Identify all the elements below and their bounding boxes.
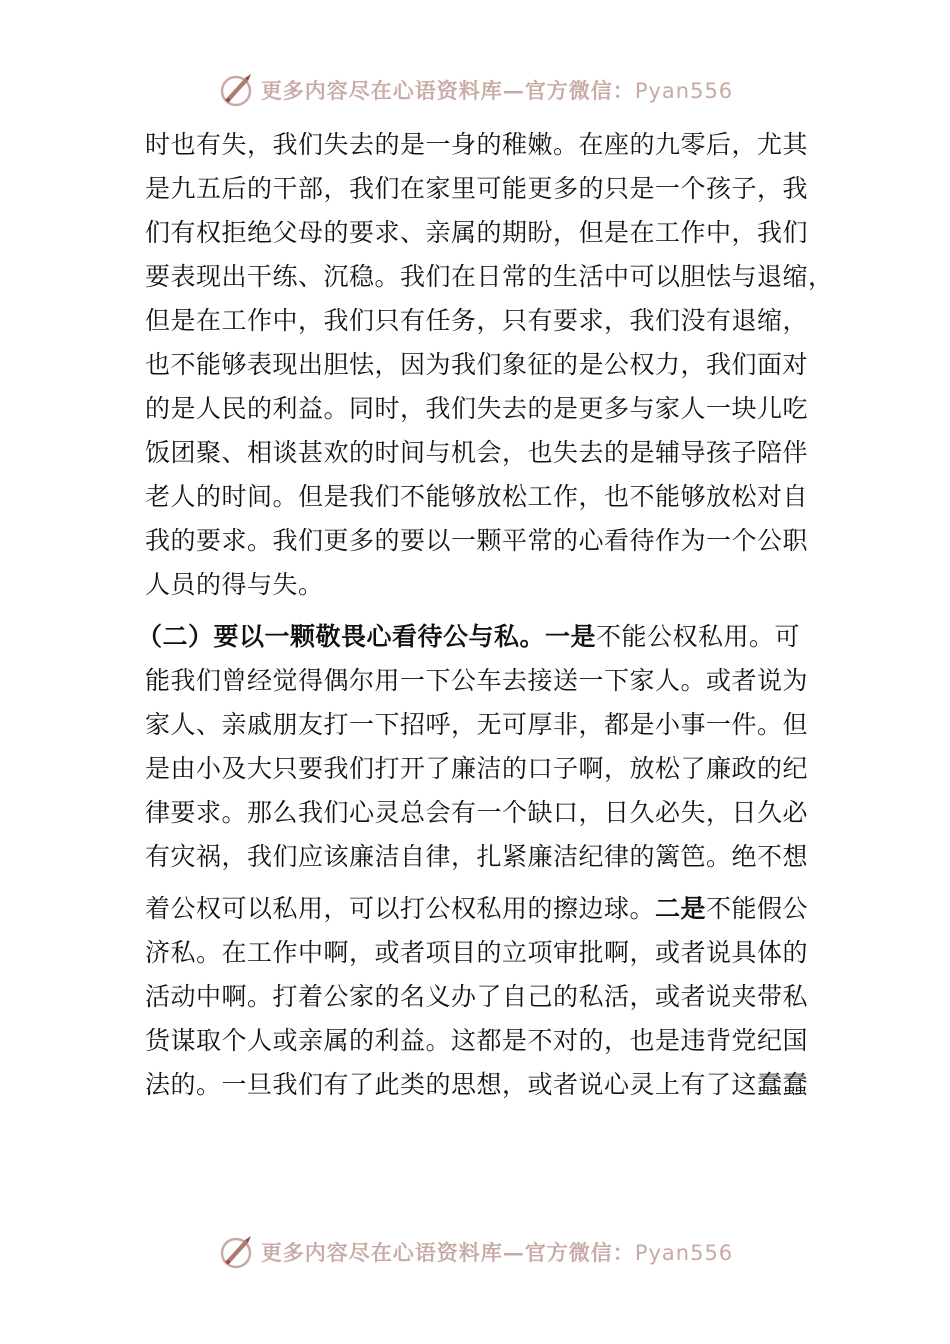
body-line: 时也有失，我们失去的是一身的稚嫩。在座的九零后，尤其 [145, 130, 809, 159]
header-wechat-label: 官方微信： [524, 78, 635, 103]
footer-wechat-id: Pyan556 [634, 1241, 734, 1265]
header-banner-text [261, 75, 733, 105]
body-line: 货谋取个人或亲属的利益。这都是不对的，也是违背党纪国 [145, 1026, 809, 1055]
body-line: 也不能够表现出胆怯，因为我们象征的是公权力，我们面对 [145, 350, 809, 379]
body-line: 人员的得与失。 [145, 570, 324, 599]
body-line: 要表现出干练、沉稳。我们在日常的生活中可以胆怯与退缩， [145, 262, 834, 291]
footer-site-text: 更多内容尽在心语资料库 [260, 1240, 503, 1265]
document-body [137, 123, 834, 1107]
quill-logo-icon [217, 1232, 257, 1272]
header-wechat-id: Pyan556 [634, 79, 734, 103]
body-line: 家人、亲戚朋友打一下招呼，无可厚非，都是小事一件。但 [145, 710, 809, 739]
section-2-line-1-rest: 不能公权私用。可 [596, 622, 801, 651]
footer-dash: — [502, 1240, 525, 1265]
body-line: 济私。在工作中啊，或者项目的立项审批啊，或者说具体的 [145, 938, 809, 967]
header-site-text: 更多内容尽在心语资料库 [260, 78, 503, 103]
section-2-point-1-label: 一是 [545, 622, 597, 651]
body-line: 但是在工作中，我们只有任务，只有要求，我们没有退缩， [145, 306, 809, 335]
continued-line-start: 着公权可以私用，可以打公权私用的擦边球。 [145, 894, 656, 923]
body-line: 们有权拒绝父母的要求、亲属的期盼，但是在工作中，我们 [145, 218, 809, 247]
body-line: 有灾祸，我们应该廉洁自律，扎紧廉洁纪律的篱笆。绝不想 [145, 842, 809, 871]
section-2-heading: （二）要以一颗敬畏心看待公与私。 [137, 622, 546, 651]
body-line: 能我们曾经觉得偶尔用一下公车去接送一下家人。或者说为 [145, 666, 809, 695]
section-2-continued-line [145, 887, 815, 931]
header-banner [0, 70, 950, 110]
continued-line-rest: 不能假公 [706, 894, 809, 923]
body-line: 法的。一旦我们有了此类的思想，或者说心灵上有了这蠢蠢 [145, 1070, 809, 1099]
body-line: 我的要求。我们更多的要以一颗平常的心看待作为一个公职 [145, 526, 809, 555]
body-line: 活动中啊。打着公家的名义办了自己的私活，或者说夹带私 [145, 982, 809, 1011]
body-line: 老人的时间。但是我们不能够放松工作，也不能够放松对自 [145, 482, 809, 511]
section-2-first-line [137, 615, 815, 659]
footer-banner [0, 1232, 950, 1272]
footer-banner-text [261, 1237, 733, 1267]
body-line: 的是人民的利益。同时，我们失去的是更多与家人一块儿吃 [145, 394, 809, 423]
body-line: 是由小及大只要我们打开了廉洁的口子啊，放松了廉政的纪 [145, 754, 809, 783]
body-line: 饭团聚、相谈甚欢的时间与机会，也失去的是辅导孩子陪伴 [145, 438, 809, 467]
footer-wechat-label: 官方微信： [524, 1240, 635, 1265]
header-dash: — [502, 78, 525, 103]
section-2-point-2-label: 二是 [655, 894, 707, 923]
body-line: 是九五后的干部，我们在家里可能更多的只是一个孩子，我 [145, 174, 809, 203]
body-line: 律要求。那么我们心灵总会有一个缺口，日久必失，日久必 [145, 798, 809, 827]
quill-logo-icon [217, 70, 257, 110]
